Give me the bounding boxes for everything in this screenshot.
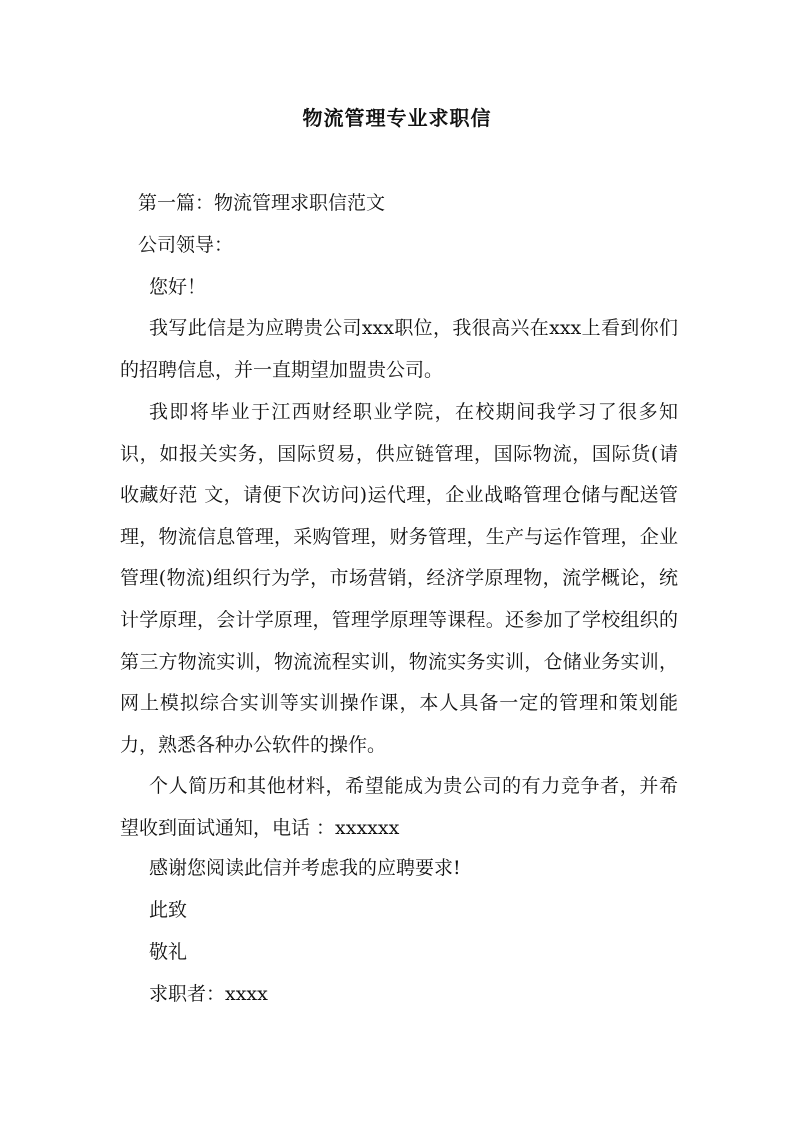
paragraph-education-text: 我即将毕业于江西财经职业学院，在校期间我学习了很多知识，如报关实务，国际贸易，供应链管理，国际物流，国际货(请收藏好范 文，请便下次访问)运代理，企业战略管理仓储与配送管理，物流信息管理，采购管理，财务管理，生产与运作管理，企业管理(物流)组织行为学，市场营销，经济学原理物，流学概论，统计学原理，会计学原理，管理学原理等课程。还参加了学校组织的第三方物流实训，物流流程实训，物流实务实训，仓储业务实训，网上模拟综合实训等实训操作课，本人具备一定的管理和策划能力，熟悉各种办公软件的操作。 (120, 401, 678, 756)
signature-line: 求职者：xxxx (149, 983, 268, 1005)
paragraph-contact-text: 个人简历和其他材料，希望能成为贵公司的有力竞争者，并希望收到面试通知，电话 ：xxxxxx (120, 775, 678, 839)
closing-line-1: 此致 (149, 899, 188, 921)
section-heading: 第一篇：物流管理求职信范文 (138, 192, 386, 214)
paragraph-application-text: 我写此信是为应聘贵公司xxx职位，我很高兴在xxx上看到你们的招聘信息，并一直期望加盟贵公司。 (120, 317, 678, 381)
paragraph-application (120, 308, 678, 391)
closing-line-2: 敬礼 (149, 941, 188, 963)
greeting: 您好！ (149, 276, 207, 298)
paragraph-education (120, 392, 678, 766)
thanks-line: 感谢您阅读此信并考虑我的应聘要求! (149, 857, 461, 879)
salutation: 公司领导： (138, 234, 234, 256)
paragraph-contact (120, 766, 678, 849)
document-title: 物流管理专业求职信 (302, 106, 492, 130)
